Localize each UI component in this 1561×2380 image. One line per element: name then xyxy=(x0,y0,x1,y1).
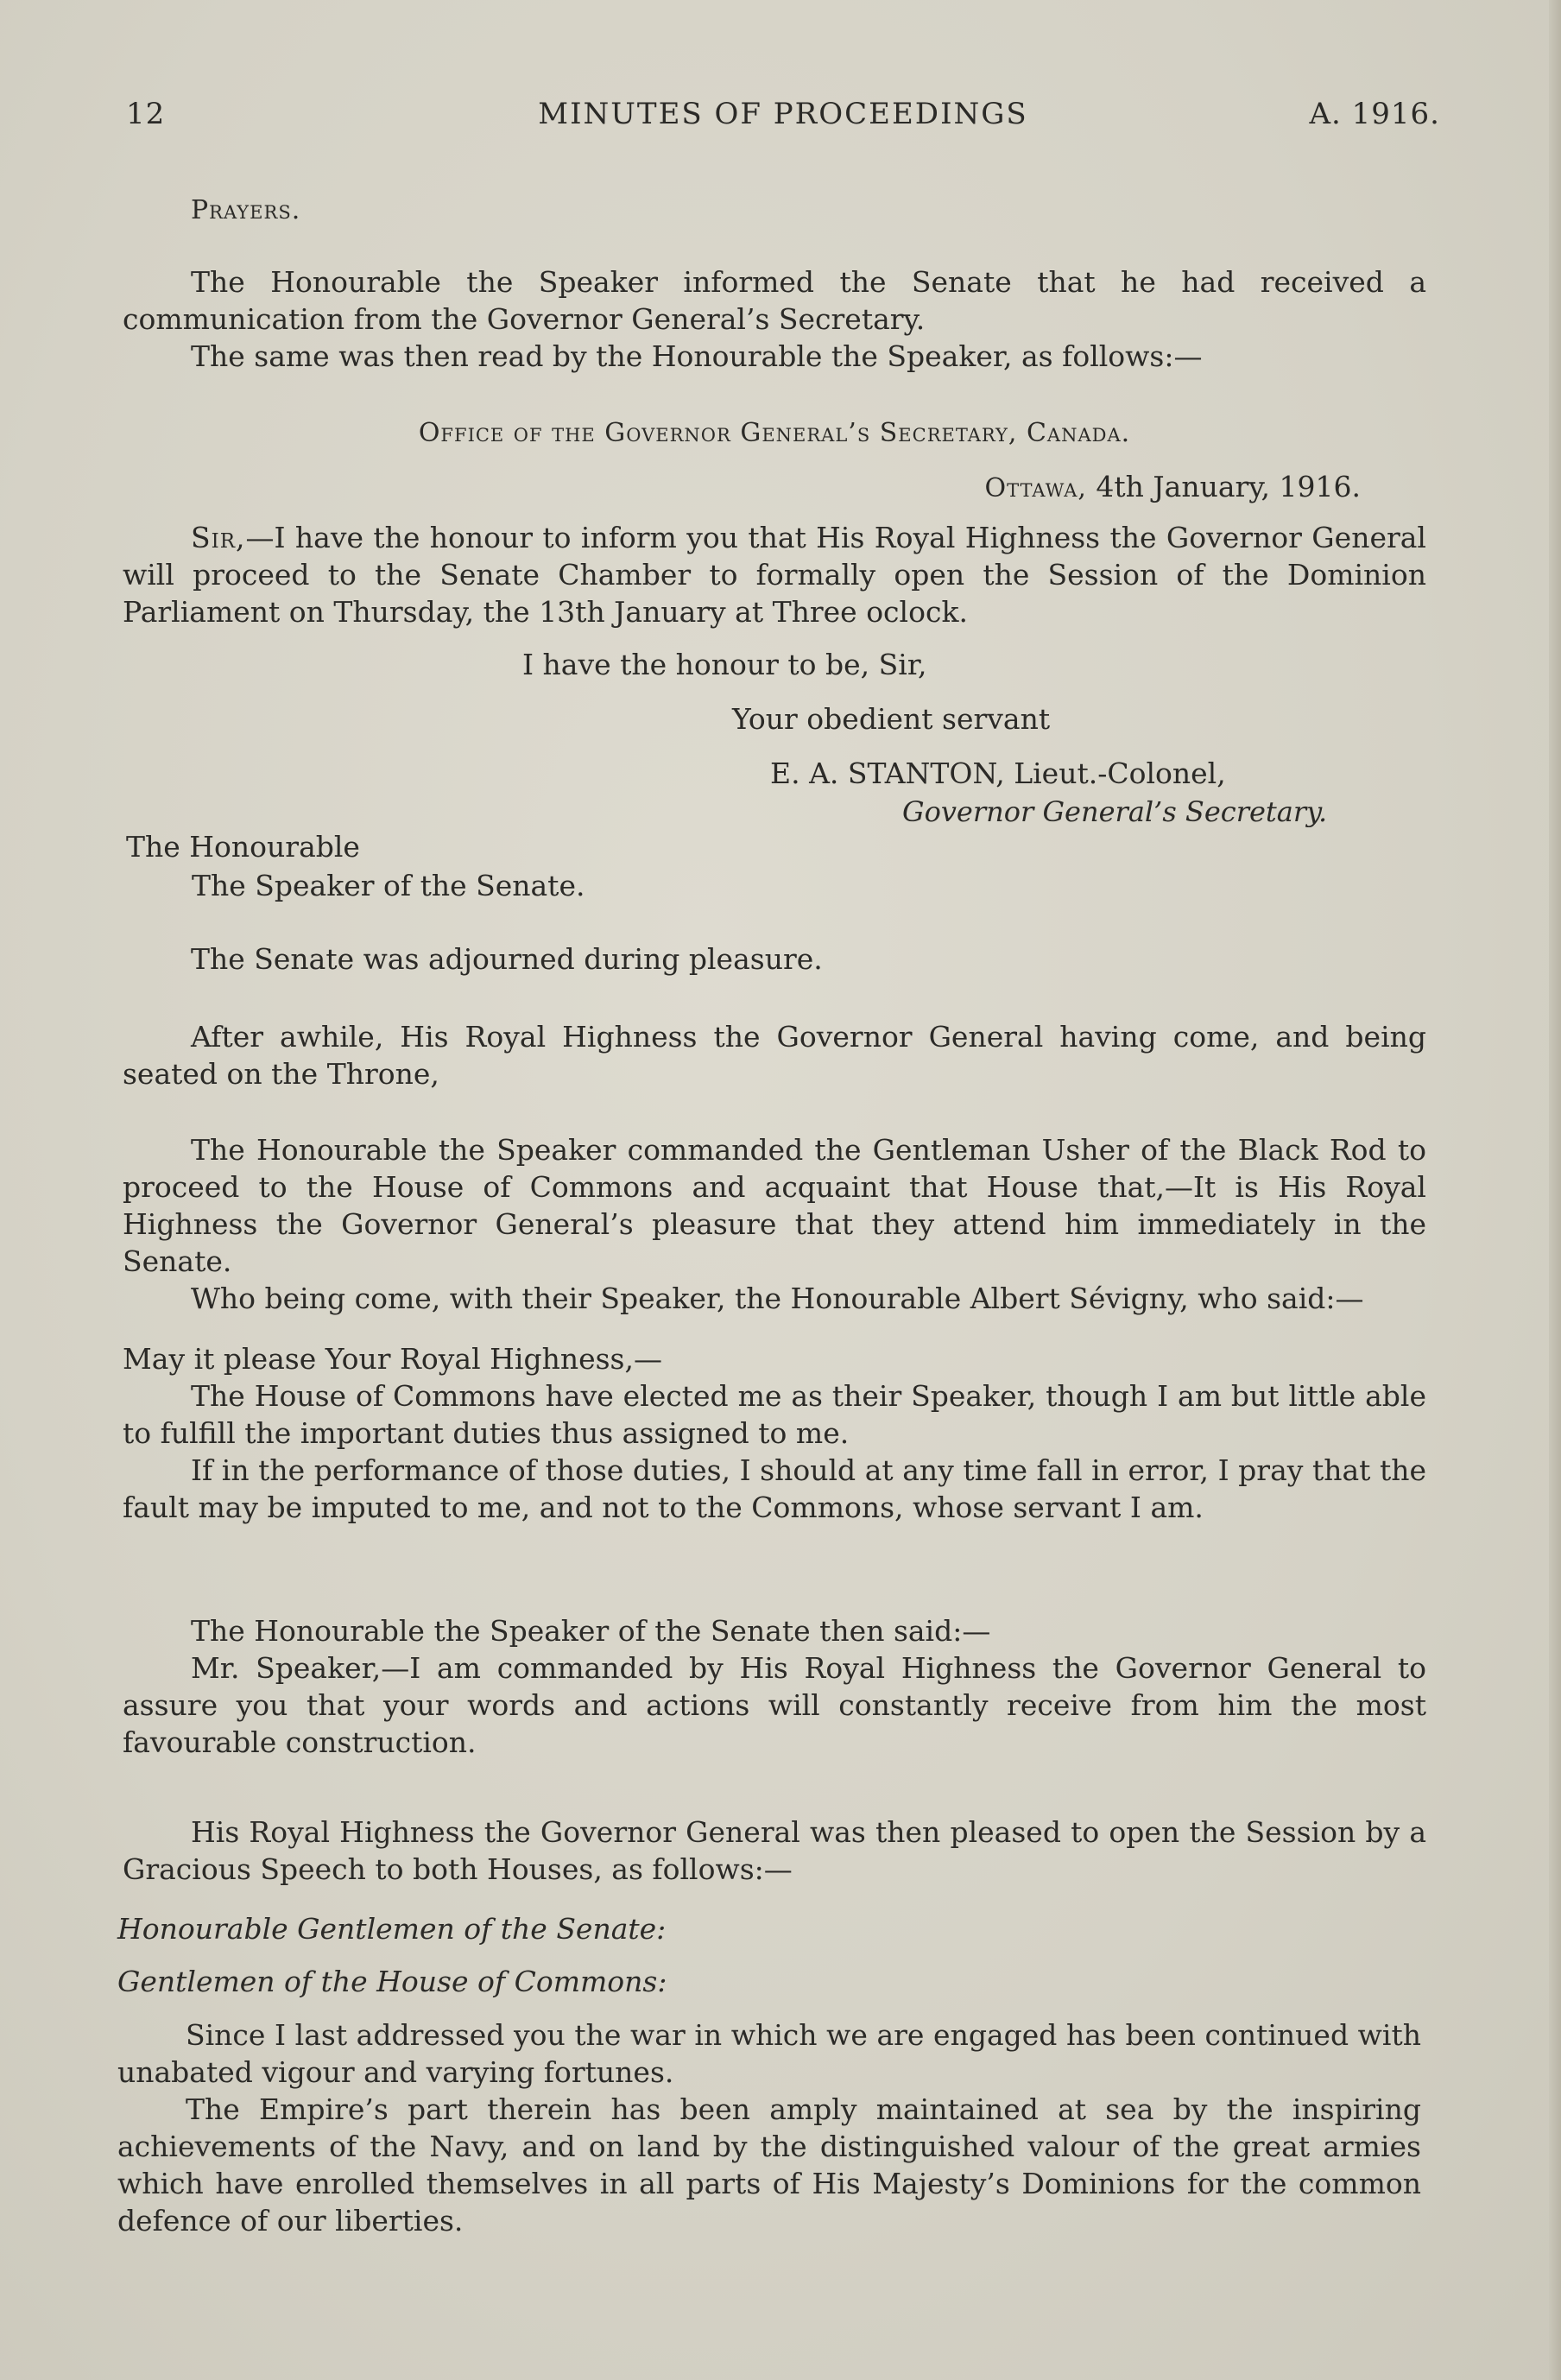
letter-signature: E. A. STANTON, Lieut.-Colonel, xyxy=(770,756,1226,790)
paragraph: The Honourable the Speaker informed the Senate that he had received a communication from the Governor General’s Secretary. The same was then read by the Honourable the Speaker, as follows:— xyxy=(123,265,1426,373)
letter-addressee-1: The Honourable xyxy=(126,830,360,864)
letter-body xyxy=(123,519,1426,630)
section-heading-prayers: Prayers. xyxy=(191,195,301,225)
letter-signature-title: Governor General’s Secretary. xyxy=(902,795,1328,828)
running-header xyxy=(126,97,1440,140)
letter-office-heading: Office of the Governor General’s Secretary, Canada. xyxy=(418,418,1131,448)
page-number: 12 xyxy=(126,97,166,131)
throne-speech-text: Since I last addressed you the war in which we are engaged has been continued with unabated vigour and varying fortunes. The Empire’s part therein has been amply maintained at sea by the inspiring achievements of the Navy, and on land by the distinguished valour of the great armies which have enrolled themselves in all parts of His Majesty’s Dominions for the common defence of our liberties. xyxy=(117,2018,1421,2238)
letter-date: 4th January, 1916. xyxy=(1086,470,1361,503)
paragraph: The Honourable the Speaker commanded the Gentleman Usher of the Black Rod to proceed to the House of Commons and acquaint that House that,—It is His Royal Highness the Governor General’s pleasure that they attend him immediately in the Senate. Who being come, with their Speaker, the Honourable Albert Sévigny, who said:— xyxy=(123,1133,1426,1315)
letter-closing-2: Your obedient servant xyxy=(732,702,1051,736)
paragraph: His Royal Highness the Governor General was then pleased to open the Session by a Gracious Speech to both Houses, as follows:— xyxy=(123,1815,1426,1886)
letter-text: —I have the honour to inform you that His Royal Highness the Governor General will proceed to the Senate Chamber to formally open the Session of the Dominion Parliament on Thursday, the 13th January at Three oclock. xyxy=(123,521,1426,629)
letter-salutation: Sir, xyxy=(191,521,246,554)
paragraph: The Senate was adjourned during pleasure. xyxy=(191,942,823,976)
running-title: MINUTES OF PROCEEDINGS xyxy=(538,97,1028,131)
commons-speaker-address: May it please Your Royal Highness,— The House of Commons have elected me as their Speaker, though I am but little able to fulfill the important duties thus assigned to me. If in the performance of those duties, I should at any time fall in error, I pray that the fault may be imputed to me, and not to the Commons, whose servant I am. xyxy=(123,1342,1426,1524)
senate-speaker-reply: The Honourable the Speaker of the Senate then said:— Mr. Speaker,—I am commanded by His Royal Highness the Governor General to assure you that your words and actions will constantly receive from him the most favourable construction. xyxy=(123,1614,1426,1759)
letter-closing-1: I have the honour to be, Sir, xyxy=(522,648,927,681)
letter-dateline xyxy=(123,468,1426,507)
speech-salutation-commons: Gentlemen of the House of Commons: xyxy=(117,1965,667,1998)
letter-place: Ottawa, xyxy=(984,473,1087,503)
page-edge-shadow xyxy=(1549,0,1561,2380)
letter-addressee-2: The Speaker of the Senate. xyxy=(192,869,585,902)
paragraph: After awhile, His Royal Highness the Governor General having come, and being seated on the Throne, xyxy=(123,1020,1426,1091)
speech-salutation-senate: Honourable Gentlemen of the Senate: xyxy=(117,1912,667,1946)
sessional-year: A. 1916. xyxy=(1309,97,1440,131)
